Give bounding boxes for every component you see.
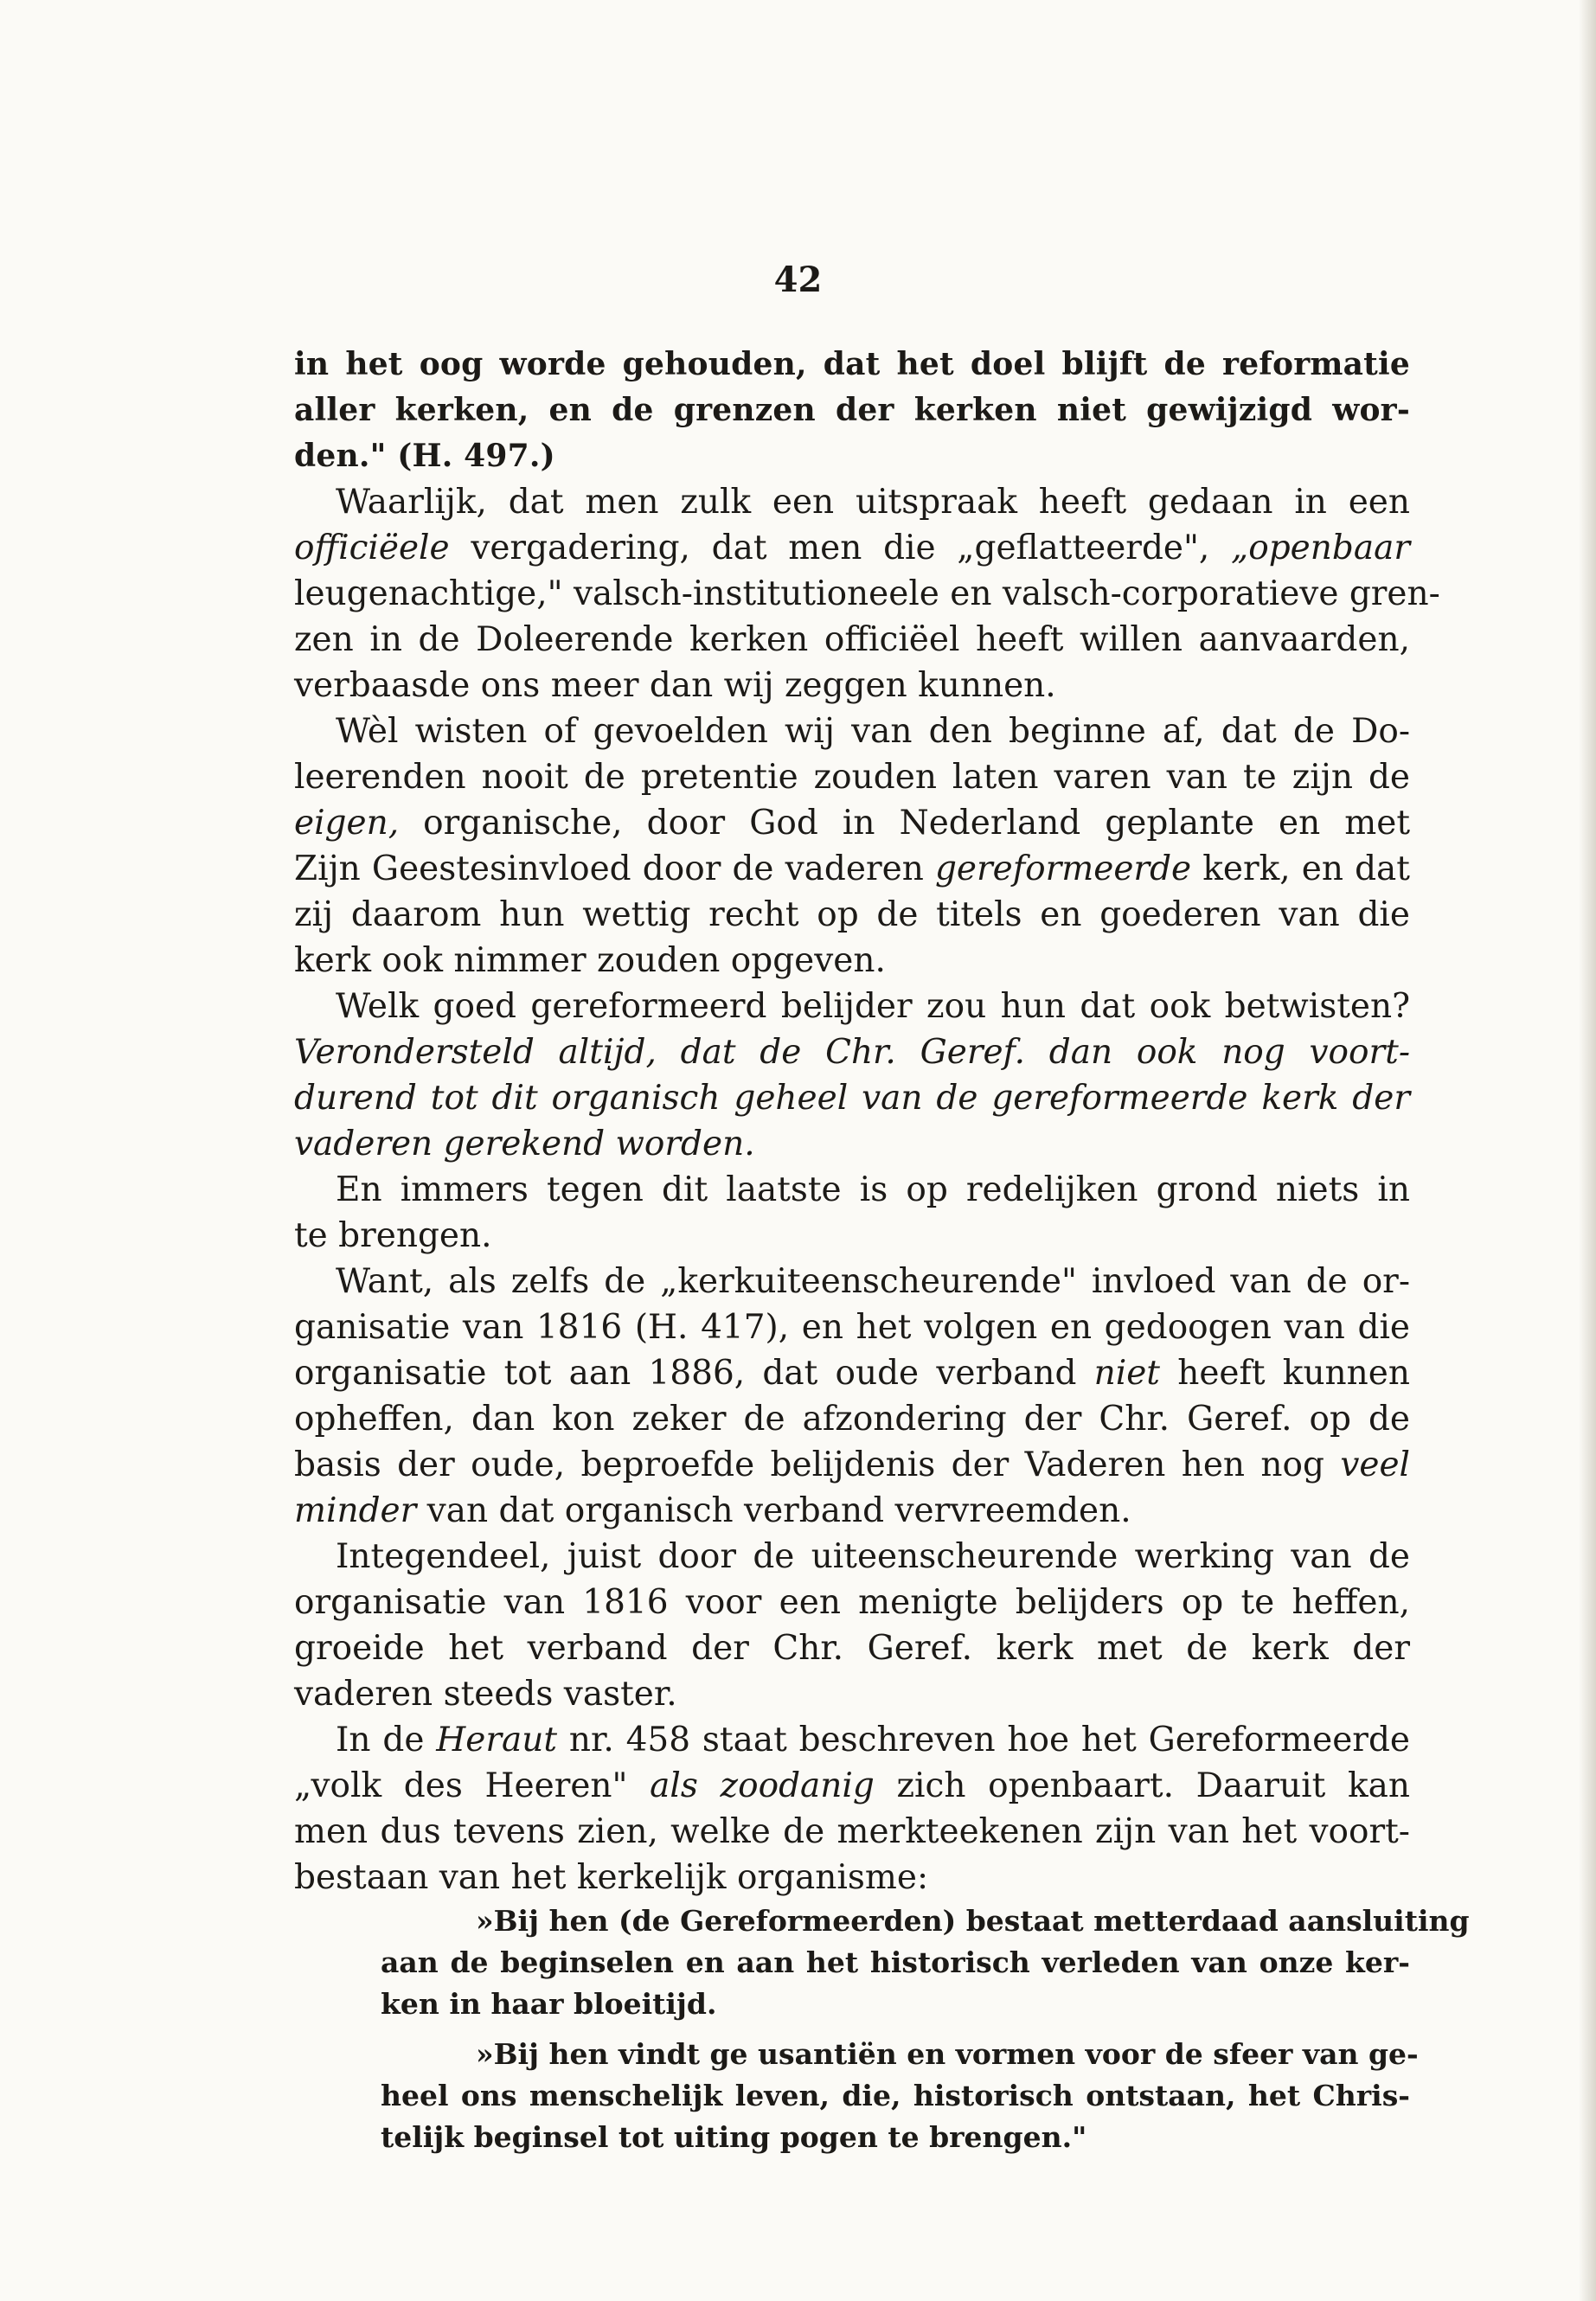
- text-line: groeide het verband der Chr. Geref. kerk met de kerk der: [294, 1629, 1410, 1668]
- emphasis-text: als zoodanig: [650, 1766, 875, 1805]
- block-quote: [294, 1900, 1470, 2158]
- quote-line: »Bij hen (de Gereformeerden) bestaat metterdaad aansluiting: [476, 1904, 1470, 1938]
- text-line: [294, 1029, 1410, 1075]
- text-line: opheffen, dan kon zeker de afzondering der Chr. Geref. op de: [294, 1400, 1410, 1439]
- text-line: [294, 525, 1410, 571]
- quote-line: ken in haar bloeitijd.: [381, 1987, 717, 2021]
- text-line: ganisatie van 1816 (H. 417), en het volgen en gedoogen van die: [294, 1308, 1410, 1347]
- emphasis-text: Heraut: [436, 1721, 558, 1759]
- text-line: zen in de Doleerende kerken officiëel heeft willen aanvaarden,: [294, 620, 1410, 659]
- text-run: Zijn Geestesinvloed door de vaderen: [294, 849, 935, 888]
- emphasis-text: vaderen gerekend worden.: [294, 1125, 755, 1163]
- text-line: Integendeel, juist door de uiteenscheurende werking van de: [336, 1537, 1410, 1576]
- text-run: organisatie tot aan 1886, dat oude verband: [294, 1354, 1094, 1393]
- text-run: van dat organisch verband vervreemden.: [416, 1491, 1131, 1530]
- text-line: men dus tevens zien, welke de merkteekenen zijn van het voort-: [294, 1812, 1410, 1851]
- text-line: organisatie van 1816 voor een menigte belijders op te heffen,: [294, 1583, 1410, 1622]
- quote-line: telijk beginsel tot uiting pogen te brengen.": [381, 2120, 1087, 2154]
- text-run: zich openbaart. Daaruit kan: [874, 1766, 1410, 1805]
- text-line: leugenachtige," valsch-institutioneele en valsch-corporatieve gren-: [294, 574, 1440, 613]
- text-line: den." (H. 497.): [294, 438, 555, 474]
- text-run: In de: [336, 1721, 437, 1759]
- page-text: [294, 342, 1470, 2158]
- quote-line: aan de beginselen en aan het historisch verleden van onze ker-: [381, 1945, 1410, 1979]
- emphasis-text: gereformeerde: [934, 849, 1192, 888]
- text-line: te brengen.: [294, 1216, 492, 1255]
- text-line: bestaan van het kerkelijk organisme:: [294, 1858, 929, 1897]
- emphasis-text: durend tot dit organisch geheel van de gereformeerde kerk der: [294, 1079, 1410, 1118]
- text-run: vergadering, dat men die „geflatteerde",: [449, 529, 1232, 567]
- text-line: [294, 1350, 1410, 1396]
- text-line: Waarlijk, dat men zulk een uitspraak heeft gedaan in een: [336, 483, 1410, 522]
- text-line: kerk ook nimmer zouden opgeven.: [294, 941, 886, 980]
- emphasis-text: „openbaar: [1231, 529, 1410, 567]
- text-line: verbaasde ons meer dan wij zeggen kunnen.: [294, 666, 1056, 705]
- scan-edge-shadow: [1579, 0, 1596, 2301]
- text-line: Welk goed gereformeerd belijder zou hun dat ook betwisten?: [336, 987, 1410, 1026]
- emphasis-text: minder: [294, 1491, 417, 1530]
- text-run: kerk, en dat: [1191, 849, 1410, 888]
- text-line: zij daarom hun wettig recht op de titels en goederen van die: [294, 895, 1410, 934]
- text-line: [294, 1121, 1410, 1167]
- page-number: 42: [773, 260, 823, 300]
- text-run: basis der oude, beproefde belijdenis der Vaderen hen nog: [294, 1445, 1341, 1484]
- text-line: [294, 1763, 1410, 1809]
- emphasis-text: niet: [1093, 1354, 1160, 1393]
- text-line: En immers tegen dit laatste is op redelijken grond niets in: [336, 1170, 1410, 1209]
- text-line: [294, 800, 1410, 846]
- quote-line: »Bij hen vindt ge usantiën en vormen voor de sfeer van ge-: [476, 2037, 1419, 2071]
- text-line: Want, als zelfs de „kerkuiteenscheurende" invloed van de or-: [336, 1262, 1410, 1301]
- text-line: [294, 1488, 1410, 1534]
- text-run: heeft kunnen: [1159, 1354, 1410, 1393]
- text-run: organische, door God in Nederland geplante en met: [399, 804, 1410, 843]
- text-line: Wèl wisten of gevoelden wij van den beginne af, dat de Do-: [336, 712, 1410, 751]
- text-line: leerenden nooit de pretentie zouden laten varen van te zijn de: [294, 758, 1410, 797]
- emphasis-text: Verondersteld altijd, dat de Chr. Geref. dan ook nog voort-: [294, 1033, 1410, 1072]
- text-run: nr. 458 staat beschreven hoe het Gereformeerde: [557, 1721, 1410, 1759]
- text-line: [294, 846, 1410, 892]
- text-run: „volk des Heeren": [294, 1766, 651, 1805]
- text-line: [294, 1442, 1410, 1488]
- quote-line: heel ons menschelijk leven, die, historisch ontstaan, het Chris-: [381, 2079, 1410, 2112]
- emphasis-text: eigen,: [294, 804, 400, 843]
- emphasis-text: veel: [1340, 1445, 1410, 1484]
- emphasis-text: officiëele: [294, 529, 450, 567]
- text-line: [294, 1717, 1410, 1763]
- text-line: in het oog worde gehouden, dat het doel blijft de reformatie: [294, 346, 1410, 382]
- text-line: vaderen steeds vaster.: [294, 1675, 677, 1714]
- text-line: aller kerken, en de grenzen der kerken niet gewijzigd wor-: [294, 392, 1410, 428]
- text-line: [294, 1075, 1410, 1121]
